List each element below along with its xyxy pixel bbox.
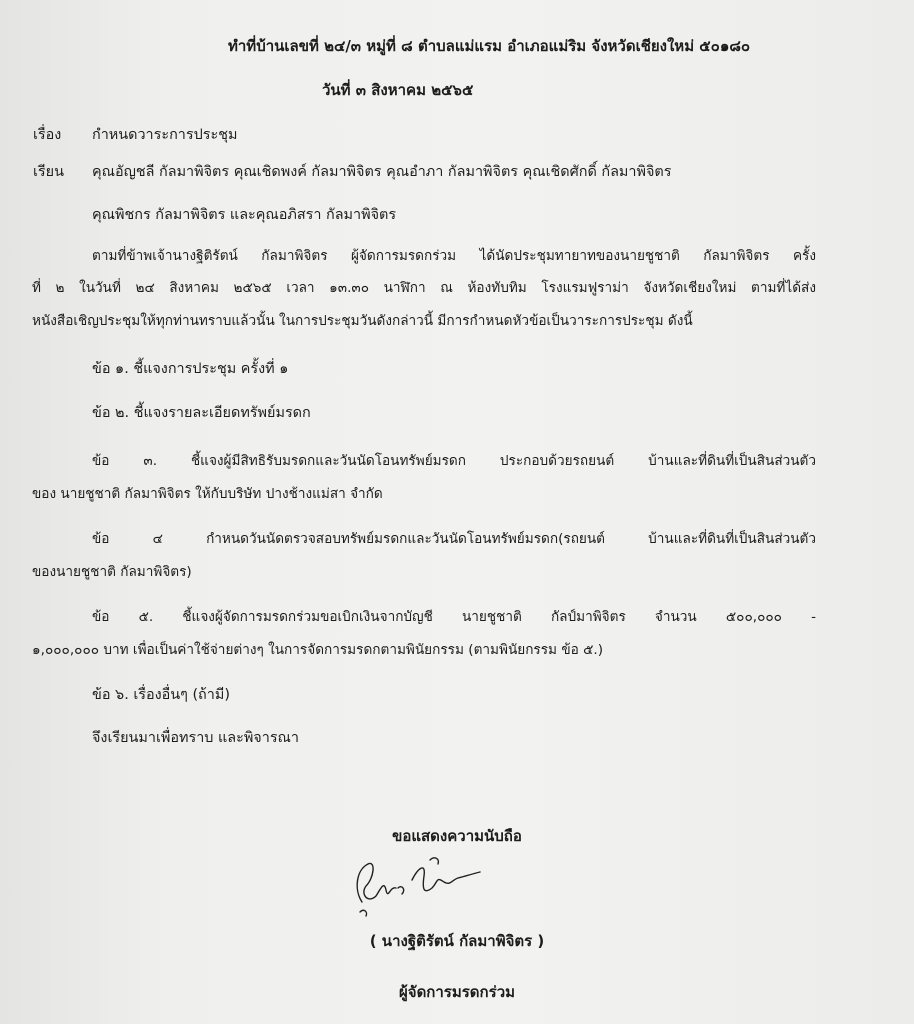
sender-address: ทำที่บ้านเลขที่ ๒๔/๓ หมู่ที่ ๘ ตำบลแม่แรม อำเภอแม่ริม จังหวัดเชียงใหม่ ๕๐๑๘๐	[228, 37, 751, 55]
agenda-item-4-line-2: ของนายชูชาติ กัลมาพิจิตร)	[32, 564, 192, 580]
subject-text: กำหนดวาระการประชุม	[92, 127, 238, 143]
recipient-line-1: คุณอัญชลี กัลมาพิจิตร คุณเชิดพงค์ กัลมาพิจิตร คุณอำภา กัลมาพิจิตร คุณเชิดศักดิ์ กัลมาพิจิตร	[92, 164, 672, 180]
signer-name: ( นางฐิติรัตน์ กัลมาพิจิตร )	[369, 932, 545, 950]
agenda-item-2: ข้อ ๒. ชี้แจงรายละเอียดทรัพย์มรดก	[92, 405, 311, 421]
intro-line-3: หนังสือเชิญประชุมให้ทุกท่านทราบแล้วนั้น ในการประชุมวันดังกล่าวนี้ มีการกำหนดหัวข้อเป็นวาระการประชุม ดังนี้	[32, 313, 693, 329]
agenda-item-4-line-1: ข้อ ๔ กำหนดวันนัดตรวจสอบทรัพย์มรดกและวันนัดโอนทรัพย์มรดก(รถยนต์ บ้านและที่ดินที่เป็นสินส่วนตัว	[92, 531, 816, 547]
subject-label: เรื่อง	[33, 127, 62, 143]
recipient-label: เรียน	[33, 164, 64, 180]
closing-request: จึงเรียนมาเพื่อทราบ และพิจารณา	[92, 730, 299, 746]
signer-title: ผู้จัดการมรดกร่วม	[398, 983, 515, 1001]
agenda-item-1: ข้อ ๑. ชี้แจงการประชุม ครั้งที่ ๑	[92, 361, 289, 377]
agenda-item-3-line-2: ของ นายชูชาติ กัลมาพิจิตร ให้กับบริษัท ปางช้างแม่สา จำกัด	[32, 486, 383, 502]
closing-regards: ขอแสดงความนับถือ	[392, 827, 522, 845]
agenda-item-3-line-1: ข้อ ๓. ชี้แจงผู้มีสิทธิรับมรดกและวันนัดโอนทรัพย์มรดก ประกอบด้วยรถยนต์ บ้านและที่ดินที่เป็นสินส่วนตัว	[92, 453, 816, 469]
agenda-item-5-line-2: ๑,๐๐๐,๐๐๐ บาท เพื่อเป็นค่าใช้จ่ายต่างๆ ในการจัดการมรดกตามพินัยกรรม (ตามพินัยกรรม ข้อ ๕.)	[32, 642, 604, 658]
intro-line-1: ตามที่ข้าพเจ้านางฐิติรัตน์ กัลมาพิจิตร ผู้จัดการมรดกร่วม ได้นัดประชุมทายาทของนายชูชาติ กัลมาพิจิตร ครั้ง	[92, 248, 816, 264]
letter-date: วันที่ ๓ สิงหาคม ๒๕๖๕	[322, 81, 474, 99]
intro-line-2: ที่ ๒ ในวันที่ ๒๔ สิงหาคม ๒๕๖๕ เวลา ๑๓.๓๐ นาฬิกา ณ ห้องทับทิม โรงแรมฟูราม่า จังหวัดเชียงใหม่ ตามที่ได้ส่ง	[32, 280, 816, 296]
agenda-item-5-line-1: ข้อ ๕. ชี้แจงผู้จัดการมรดกร่วมขอเบิกเงินจากบัญชี นายชูชาติ กัลป์มาพิจิตร จำนวน ๕๐๐,๐๐๐ -	[92, 609, 816, 625]
handwritten-signature	[340, 850, 490, 922]
agenda-item-6: ข้อ ๖. เรื่องอื่นๆ (ถ้ามี)	[92, 687, 230, 703]
recipient-line-2: คุณพิชกร กัลมาพิจิตร และคุณอภิสรา กัลมาพิจิตร	[92, 207, 397, 223]
